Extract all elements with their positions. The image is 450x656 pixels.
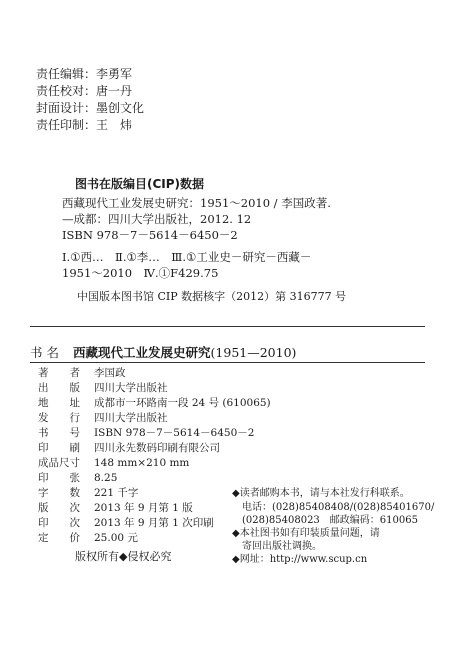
- reader-note: (028)85408023 邮政编码：610065: [232, 515, 418, 526]
- title-label: 书名: [30, 345, 64, 360]
- copyright-notice: 版权所有◆侵权必究: [75, 550, 172, 563]
- detail-row: [38, 396, 271, 411]
- detail-value: 成都市一环路南一段 24 号 (610065): [94, 397, 271, 409]
- staff-value: 王 炜: [96, 118, 133, 132]
- reader-note: 电话：(028)85408408/(028)85401670/: [232, 502, 435, 513]
- detail-row: [38, 486, 138, 501]
- reader-note: ◆读者邮购本书，请与本社发行科联系。: [232, 488, 410, 499]
- book-title: 西藏现代工业发展史研究: [73, 345, 211, 360]
- detail-key: 字 数: [38, 487, 80, 499]
- detail-value: 李国政: [94, 367, 126, 379]
- detail-row: [38, 531, 138, 546]
- divider: [30, 326, 425, 327]
- detail-key: 地 址: [38, 397, 80, 409]
- detail-row: [38, 381, 168, 396]
- staff-row: [36, 66, 132, 82]
- detail-row: [38, 456, 189, 471]
- detail-key: 印 刷: [38, 442, 80, 454]
- cip-verification: 中国版本图书馆 CIP 数据核字（2012）第 316777 号: [77, 290, 347, 303]
- reader-note: 寄回出版社调换。: [232, 541, 322, 552]
- detail-row: [38, 471, 117, 486]
- detail-key: 著 者: [38, 367, 80, 379]
- reader-note: ◆网址：http://www.scup.cn: [232, 554, 368, 565]
- detail-key: 出 版: [38, 382, 80, 394]
- book-title-years: (1951—2010): [210, 345, 297, 360]
- detail-value: 2013 年 9 月第 1 次印刷: [94, 517, 214, 529]
- detail-key: 印 次: [38, 517, 80, 529]
- detail-value: 四川大学出版社: [94, 412, 168, 424]
- staff-row: [36, 83, 132, 99]
- detail-key: 定 价: [38, 532, 80, 544]
- reader-note: ◆本社图书如有印装质量问题，请: [232, 528, 380, 539]
- detail-value: ISBN 978－7－5614－6450－2: [94, 427, 255, 439]
- staff-row: [36, 117, 132, 133]
- detail-value: 148 mm×210 mm: [94, 457, 190, 469]
- detail-value: 四川永先数码印刷有限公司: [94, 442, 220, 454]
- cip-line: ISBN 978－7－5614－6450－2: [62, 228, 238, 242]
- staff-label: 责任校对：: [36, 84, 97, 98]
- detail-value: 8.25: [94, 472, 118, 484]
- detail-row: [38, 366, 126, 381]
- staff-value: 墨创文化: [96, 101, 145, 115]
- detail-row: [38, 501, 193, 516]
- staff-value: 李勇军: [96, 67, 133, 81]
- staff-row: [36, 100, 144, 116]
- cip-heading: 图书在版编目(CIP)数据: [75, 177, 205, 191]
- detail-value: 四川大学出版社: [94, 382, 168, 394]
- detail-value: 221 千字: [94, 487, 139, 499]
- detail-key: 成品尺寸: [38, 457, 80, 469]
- cip-line: 西藏现代工业发展史研究：1951～2010 / 李国政著.: [62, 196, 331, 210]
- book-title-row: [30, 343, 296, 361]
- detail-value: 25.00 元: [94, 532, 138, 544]
- staff-label: 责任印制：: [36, 118, 97, 132]
- cip-line: —成都：四川大学出版社，2012. 12: [62, 212, 252, 226]
- divider: [30, 362, 425, 363]
- staff-label: 责任编辑：: [36, 67, 97, 81]
- detail-key: 书 号: [38, 427, 80, 439]
- detail-row: [38, 426, 254, 441]
- detail-row: [38, 441, 220, 456]
- staff-label: 封面设计：: [36, 101, 97, 115]
- detail-key: 版 次: [38, 502, 80, 514]
- cip-line: Ⅰ.①西… Ⅱ.①李… Ⅲ.①工业史－研究－西藏－: [62, 250, 312, 264]
- detail-key: 发 行: [38, 412, 80, 424]
- detail-row: [38, 411, 168, 426]
- detail-key: 印 张: [38, 472, 80, 484]
- cip-line: 1951～2010 Ⅳ.①F429.75: [62, 266, 219, 280]
- detail-row: [38, 516, 214, 531]
- staff-value: 唐一丹: [96, 84, 133, 98]
- detail-value: 2013 年 9 月第 1 版: [94, 502, 193, 514]
